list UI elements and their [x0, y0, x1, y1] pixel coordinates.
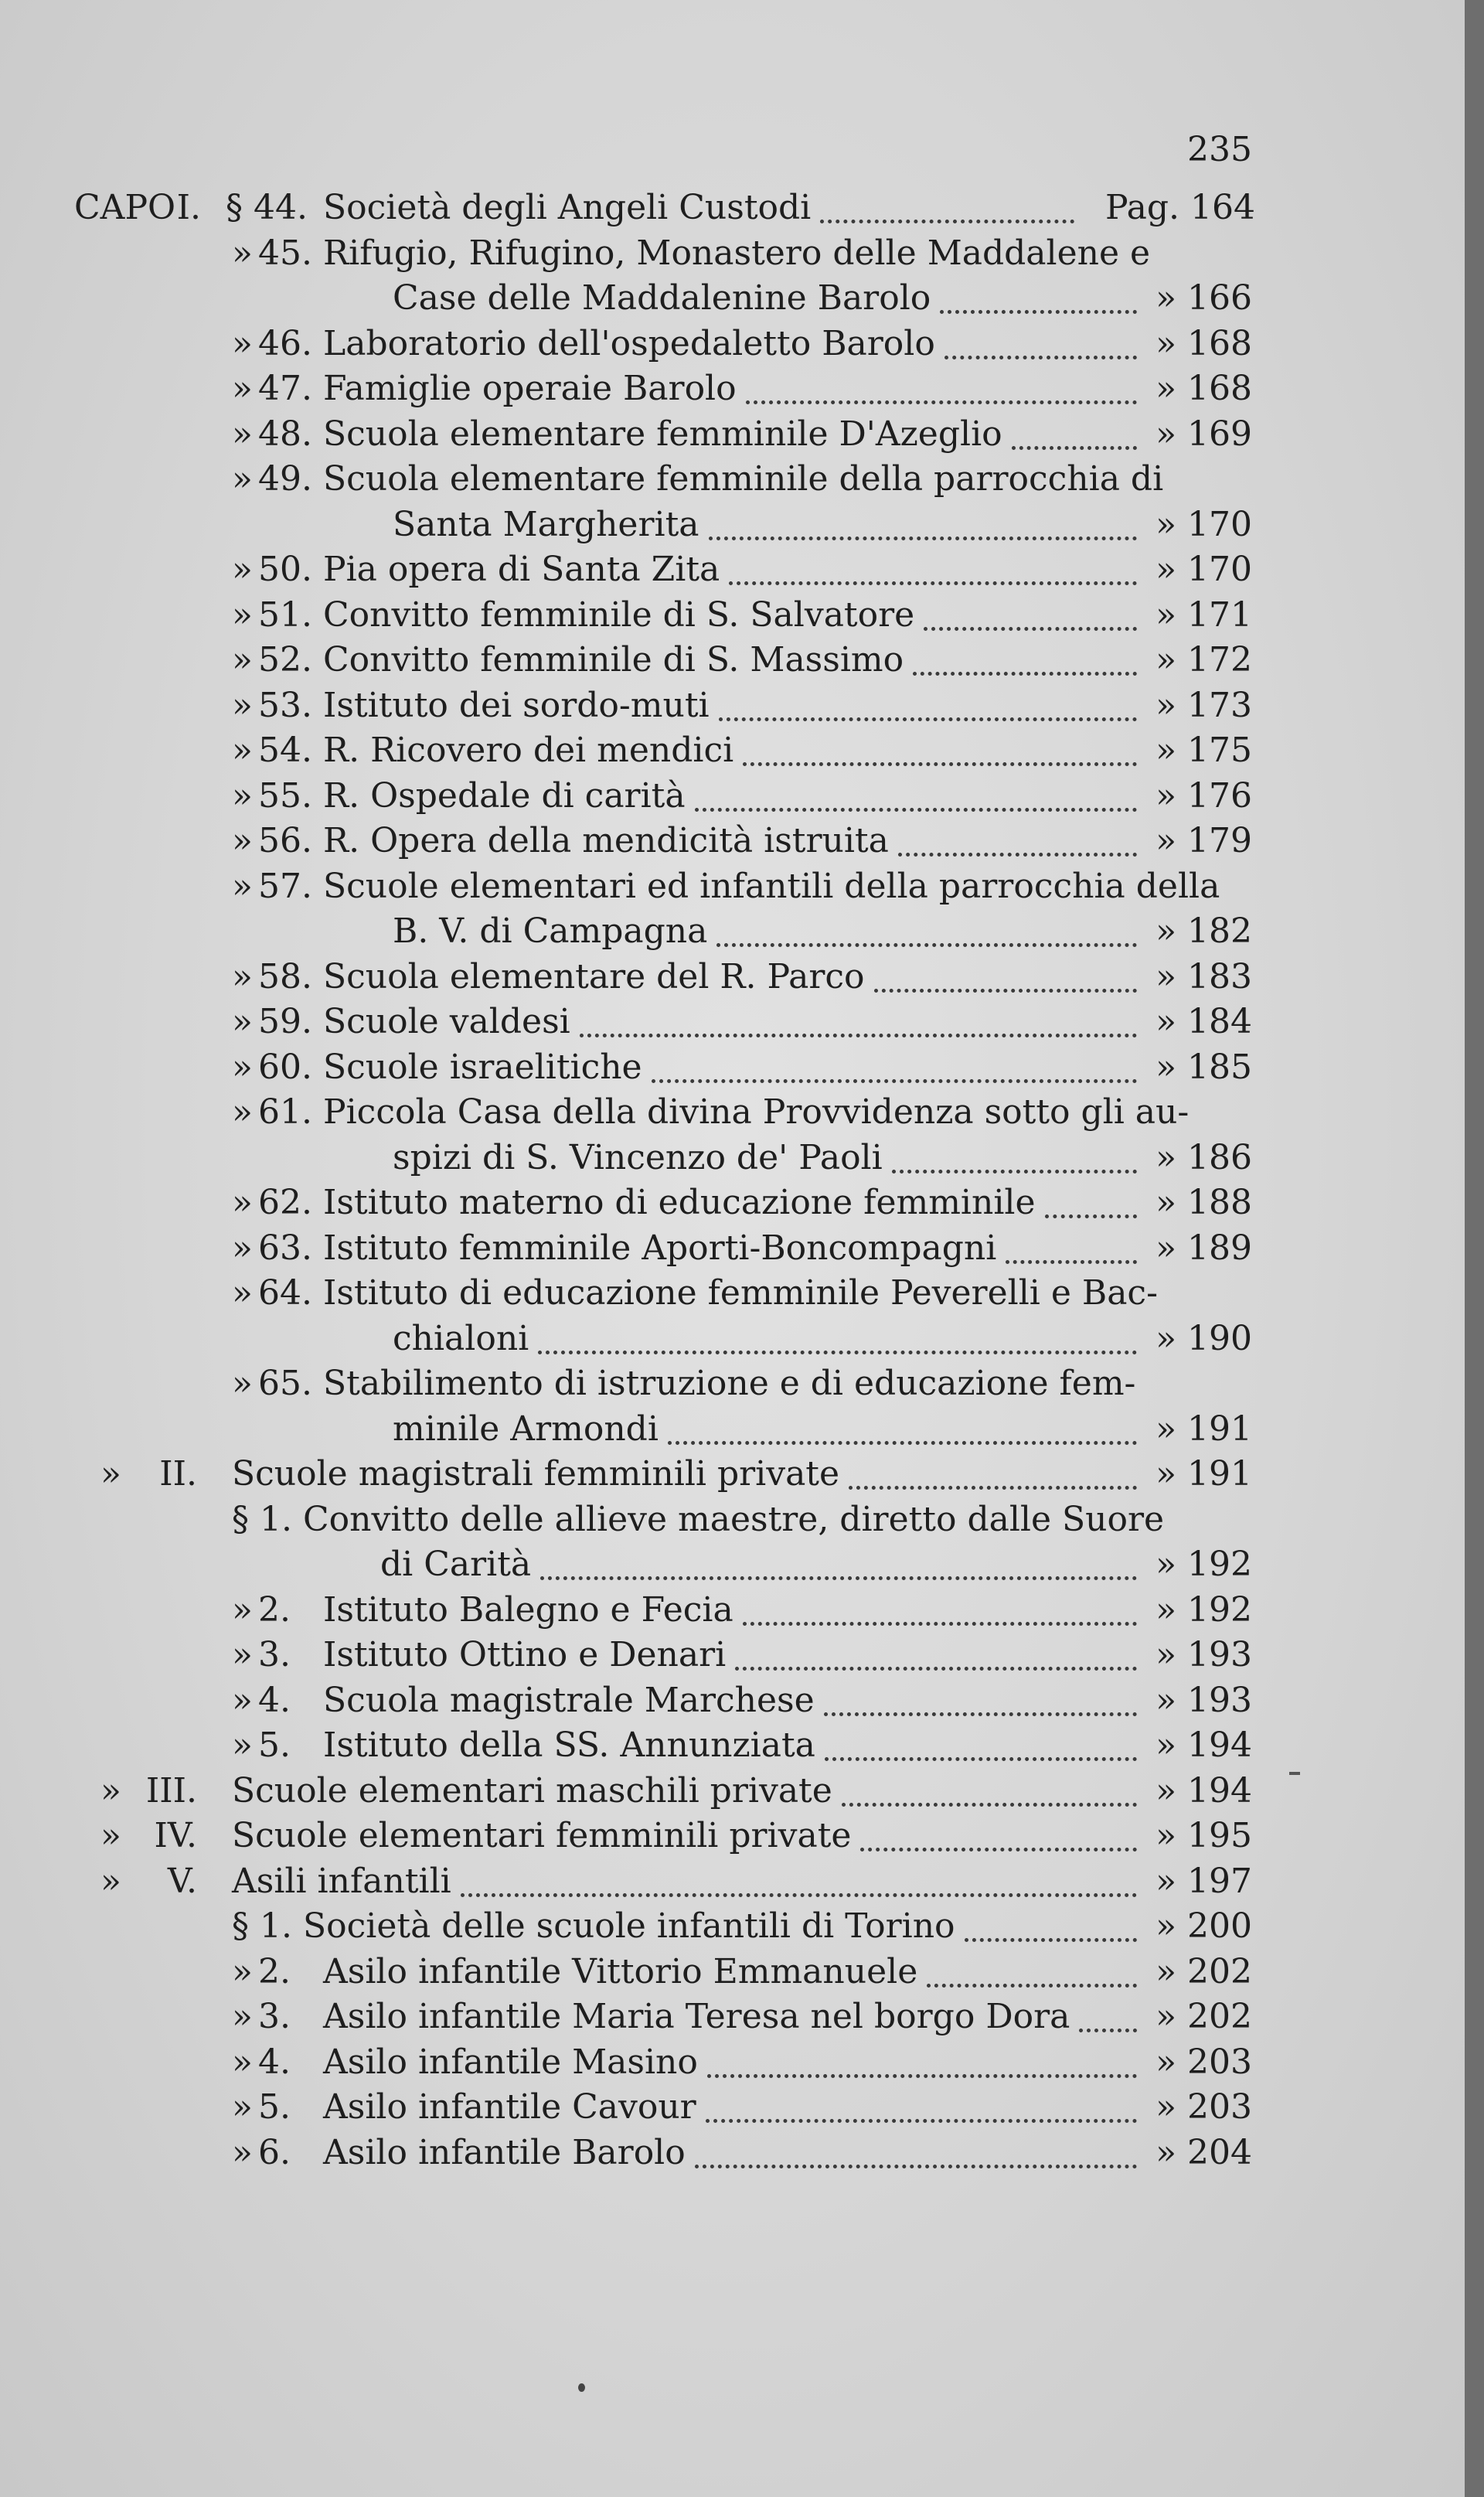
page-ref: » 183 — [1156, 956, 1252, 996]
ditto-mark: » — [232, 1047, 253, 1087]
ditto-mark: » — [232, 414, 253, 454]
toc-entry — [0, 2040, 1465, 2085]
section-number: 45. — [258, 233, 312, 273]
entry-title: Asilo infantile Barolo — [323, 2132, 686, 2172]
entry-title: Società degli Angeli Custodi — [323, 188, 812, 227]
entry-title: R. Opera della mendicità istruita — [323, 821, 889, 860]
ditto-mark: » — [232, 956, 253, 996]
section-number: 55. — [258, 775, 312, 816]
ditto-mark: » — [232, 1635, 253, 1674]
section-number: 47. — [258, 369, 312, 408]
toc-entry — [0, 593, 1465, 638]
page-ref: » 203 — [1156, 2087, 1252, 2127]
toc-entry — [0, 728, 1465, 773]
toc-entry — [0, 1180, 1465, 1225]
entry-title: chialoni — [393, 1318, 529, 1358]
toc-entry — [0, 1995, 1465, 2039]
entry-title: Scuola magistrale Marchese — [323, 1680, 815, 1720]
page-ref: » 170 — [1156, 504, 1252, 544]
page-ref: » 166 — [1156, 278, 1252, 318]
section-number: 58. — [258, 956, 312, 996]
dot-leader — [1006, 1260, 1137, 1264]
toc-entry — [0, 1045, 1465, 1090]
dot-leader — [707, 2074, 1137, 2078]
page-ref: » 194 — [1156, 1725, 1252, 1765]
entry-title: Santa Margherita — [393, 504, 699, 544]
section-number: 57. — [258, 866, 312, 906]
chapter-number: III. — [145, 1770, 197, 1811]
entry-title: Istituto di educazione femminile Peverelli e Bac- — [323, 1273, 1158, 1313]
ditto-mark: » — [232, 731, 253, 770]
ditto-mark: » — [232, 1183, 253, 1222]
section-number: 5. — [258, 2087, 291, 2127]
chapter-label: CAPO — [74, 188, 176, 227]
ditto-mark: » — [232, 1228, 253, 1268]
section-number: 56. — [258, 821, 312, 860]
page-ref: » 182 — [1156, 911, 1252, 951]
page-ref: » 184 — [1156, 1002, 1252, 1041]
toc-entry — [0, 1633, 1465, 1678]
chapter-label: » — [100, 1770, 121, 1811]
chapter-label: » — [100, 1454, 121, 1494]
section-number: 51. — [258, 594, 312, 635]
page-ref: » 173 — [1156, 685, 1252, 725]
chapter-number: V. — [167, 1861, 197, 1901]
ditto-mark: » — [232, 1680, 253, 1720]
page-ref: » 170 — [1156, 550, 1252, 589]
toc-entry — [0, 2085, 1465, 2130]
section-number: 53. — [258, 685, 312, 725]
toc-entry — [0, 638, 1465, 683]
ditto-mark: » — [232, 1725, 253, 1765]
entry-title: Istituto della SS. Annunziata — [323, 1725, 815, 1765]
page-ref: » 190 — [1156, 1318, 1252, 1358]
toc-entry — [0, 502, 1465, 547]
section-number: 50. — [258, 550, 312, 589]
toc-entry — [0, 1723, 1465, 1768]
section-number: 64. — [258, 1273, 312, 1313]
dot-leader — [842, 1803, 1137, 1807]
dot-leader — [709, 537, 1137, 540]
page-ref: Pag. 164 — [1105, 188, 1255, 227]
toc-entry — [0, 774, 1465, 819]
entry-title: Convitto femminile di S. Massimo — [323, 640, 904, 680]
entry-title: Istituto femminile Aporti-Boncompagni — [323, 1228, 997, 1268]
entry-title: Scuole elementari ed infantili della parrocchia della — [323, 866, 1220, 906]
section-number: 49. — [258, 459, 312, 499]
entry-title: Asilo infantile Vittorio Emmanuele — [323, 1951, 918, 1991]
page-ref: » 189 — [1156, 1228, 1252, 1268]
toc-entry — [0, 1452, 1465, 1497]
entry-title: Società delle scuole infantili di Torino — [303, 1906, 955, 1946]
section-number: 2. — [258, 1589, 291, 1630]
page-ref: » 194 — [1156, 1770, 1252, 1811]
page-ref: » 193 — [1156, 1635, 1252, 1674]
toc-entry — [0, 819, 1465, 864]
dot-leader — [1079, 2029, 1137, 2032]
page-ref: » 172 — [1156, 640, 1252, 680]
entry-title: Istituto Ottino e Denari — [323, 1635, 727, 1674]
dot-leader — [898, 853, 1137, 857]
toc-entry — [0, 683, 1465, 728]
dot-leader — [580, 1034, 1137, 1037]
entry-title: Rifugio, Rifugino, Monastero delle Maddalene e — [323, 233, 1151, 273]
chapter-label: » — [100, 1861, 121, 1901]
dot-leader — [461, 1893, 1137, 1897]
dot-leader — [695, 808, 1137, 812]
toc-entry — [0, 1814, 1465, 1858]
dot-leader — [706, 2119, 1137, 2123]
section-number: 46. — [258, 323, 312, 363]
toc-entry — [0, 457, 1465, 502]
toc-entry — [0, 1226, 1465, 1271]
page-ref: » 186 — [1156, 1137, 1252, 1177]
page-ref: » 200 — [1156, 1906, 1252, 1946]
entry-title: Stabilimento di istruzione e di educazione fem- — [323, 1364, 1136, 1403]
entry-title: Asili infantili — [232, 1861, 451, 1901]
dot-leader — [538, 1351, 1137, 1354]
dot-leader — [695, 2165, 1137, 2168]
section-number: 59. — [258, 1002, 312, 1041]
dot-leader — [825, 1757, 1137, 1761]
chapter-label: » — [100, 1816, 121, 1855]
section-number: 61. — [258, 1092, 312, 1132]
dot-leader — [716, 943, 1137, 947]
entry-title: Scuole elementari maschili private — [232, 1770, 832, 1811]
ditto-mark: » — [232, 2087, 253, 2127]
dot-leader — [743, 762, 1137, 766]
dot-leader — [1045, 1214, 1137, 1218]
page-number: 235 — [1187, 130, 1252, 169]
section-number: 63. — [258, 1228, 312, 1268]
entry-title: Scuola elementare femminile della parrocchia di — [323, 459, 1164, 499]
entry-title: spizi di S. Vincenzo de' Paoli — [393, 1137, 883, 1177]
page-ref: » 179 — [1156, 821, 1252, 860]
section-number: 60. — [258, 1047, 312, 1087]
dot-leader — [940, 310, 1137, 314]
ditto-mark: » — [232, 2042, 253, 2082]
page-ref: » 175 — [1156, 731, 1252, 770]
section-number: 65. — [258, 1364, 312, 1403]
dot-leader — [746, 400, 1137, 404]
toc-entry — [0, 1090, 1465, 1135]
page-ref: » 197 — [1156, 1861, 1252, 1901]
entry-title: Istituto materno di educazione femminile — [323, 1183, 1036, 1222]
section-number: 52. — [258, 640, 312, 680]
toc-entry — [0, 1407, 1465, 1452]
ditto-mark: » — [232, 2132, 253, 2172]
page-ref: » 203 — [1156, 2042, 1252, 2082]
dot-leader — [719, 717, 1137, 721]
toc-entry — [0, 276, 1465, 321]
entry-title: Istituto dei sordo-muti — [323, 685, 710, 725]
section-number: 3. — [258, 1635, 291, 1674]
toc-entry — [0, 322, 1465, 366]
ditto-mark: » — [232, 1997, 253, 2036]
entry-title: Laboratorio dell'ospedaletto Barolo — [323, 323, 935, 363]
entry-title: Istituto Balegno e Fecia — [323, 1589, 733, 1630]
ditto-mark: » — [232, 1951, 253, 1991]
entry-title: Convitto femminile di S. Salvatore — [323, 594, 915, 635]
toc-entry — [0, 864, 1465, 909]
entry-title: R. Ricovero dei mendici — [323, 731, 734, 770]
toc-entry — [0, 1588, 1465, 1633]
section-number: § 1. — [232, 1906, 292, 1946]
section-number: 3. — [258, 1997, 291, 2036]
toc-entry — [0, 1271, 1465, 1316]
entry-title: Asilo infantile Masino — [323, 2042, 698, 2082]
toc-entry — [0, 231, 1465, 276]
toc-entry — [0, 1542, 1465, 1587]
section-number: 4. — [258, 2042, 291, 2082]
entry-title: minile Armondi — [393, 1409, 659, 1449]
dot-leader — [913, 672, 1137, 676]
page-ref: » 193 — [1156, 1680, 1252, 1720]
toc-entry — [0, 1000, 1465, 1044]
toc-entry — [0, 1904, 1465, 1949]
toc-entry — [0, 1678, 1465, 1723]
ditto-mark: » — [232, 459, 253, 499]
toc-entry — [0, 1361, 1465, 1406]
ditto-mark: » — [232, 685, 253, 725]
section-number: § 1. — [232, 1499, 292, 1539]
chapter-number: II. — [159, 1454, 197, 1494]
page-ref: » 171 — [1156, 594, 1252, 635]
dot-leader — [849, 1486, 1137, 1490]
ditto-mark: » — [232, 550, 253, 589]
toc-entry — [0, 1859, 1465, 1904]
page-ref: » 192 — [1156, 1589, 1252, 1630]
toc-entry — [0, 186, 1465, 230]
dot-leader — [824, 1712, 1137, 1716]
entry-title: Scuole israelitiche — [323, 1047, 642, 1087]
dot-leader — [540, 1576, 1137, 1580]
entry-title: Scuole elementari femminili private — [232, 1816, 852, 1855]
ditto-mark: » — [232, 233, 253, 273]
section-number: 4. — [258, 1680, 291, 1720]
dot-leader — [729, 581, 1137, 585]
dot-leader — [892, 1170, 1137, 1174]
entry-title: Case delle Maddalenine Barolo — [393, 278, 931, 318]
dot-leader — [1012, 446, 1137, 450]
dot-leader — [743, 1622, 1137, 1626]
ditto-mark: » — [232, 1092, 253, 1132]
entry-title: Convitto delle allieve maestre, diretto dalle Suore — [303, 1499, 1165, 1539]
ditto-mark: » — [232, 1589, 253, 1630]
entry-title: Scuola elementare del R. Parco — [323, 956, 865, 996]
toc-entry — [0, 2131, 1465, 2175]
entry-title: R. Ospedale di carità — [323, 775, 686, 816]
dot-leader — [860, 1848, 1137, 1851]
entry-title: Famiglie operaie Barolo — [323, 369, 737, 408]
entry-title: Piccola Casa della divina Provvidenza sotto gli au- — [323, 1092, 1190, 1132]
page-ref: » 191 — [1156, 1454, 1252, 1494]
toc-entry — [0, 1136, 1465, 1180]
dot-leader — [874, 989, 1137, 993]
toc-entry — [0, 1769, 1465, 1814]
ditto-mark: » — [232, 323, 253, 363]
page-ref: » 168 — [1156, 323, 1252, 363]
dot-leader — [924, 627, 1137, 631]
page-ref: » 202 — [1156, 1951, 1252, 1991]
section-number: 54. — [258, 731, 312, 770]
chapter-number: IV. — [154, 1816, 197, 1855]
page-ref: » 204 — [1156, 2132, 1252, 2172]
toc-entry — [0, 366, 1465, 411]
dot-leader — [965, 1938, 1137, 1942]
section-number: 62. — [258, 1183, 312, 1222]
toc-entry — [0, 547, 1465, 592]
page-ref: » 195 — [1156, 1816, 1252, 1855]
ditto-mark: » — [232, 594, 253, 635]
entry-title: Scuole valdesi — [323, 1002, 570, 1041]
section-number: 2. — [258, 1951, 291, 1991]
toc-entry — [0, 412, 1465, 457]
entry-title: Scuole magistrali femminili private — [232, 1454, 840, 1494]
entry-title: Asilo infantile Maria Teresa nel borgo Dora — [323, 1997, 1070, 2036]
dot-leader — [820, 220, 1074, 223]
entry-title: di Carità — [380, 1545, 532, 1584]
ink-speck — [578, 2383, 585, 2392]
entry-title: Asilo infantile Cavour — [323, 2087, 696, 2127]
ditto-mark: » — [232, 640, 253, 680]
page-edge — [1465, 0, 1484, 2497]
page-ref: » 185 — [1156, 1047, 1252, 1087]
dot-leader — [927, 1984, 1137, 1988]
page-ref: » 176 — [1156, 775, 1252, 816]
section-number: § 44. — [226, 188, 308, 227]
entry-title: Scuola elementare femminile D'Azeglio — [323, 414, 1002, 454]
section-number: 6. — [258, 2132, 291, 2172]
dot-leader — [735, 1667, 1137, 1671]
dot-leader — [668, 1441, 1137, 1445]
page-ref: » 202 — [1156, 1997, 1252, 2036]
toc-entry — [0, 955, 1465, 1000]
toc-entry — [0, 1950, 1465, 1995]
ditto-mark: » — [232, 1002, 253, 1041]
page-ref: » 188 — [1156, 1183, 1252, 1222]
margin-mark — [1289, 1772, 1300, 1775]
dot-leader — [652, 1079, 1137, 1083]
page-ref: » 192 — [1156, 1545, 1252, 1584]
dot-leader — [945, 356, 1137, 359]
section-number: 5. — [258, 1725, 291, 1765]
ditto-mark: » — [232, 1364, 253, 1403]
toc-entry — [0, 1497, 1465, 1542]
ditto-mark: » — [232, 369, 253, 408]
page-ref: » 191 — [1156, 1409, 1252, 1449]
entry-title: B. V. di Campagna — [393, 911, 708, 951]
chapter-number: I. — [176, 188, 201, 227]
section-number: 48. — [258, 414, 312, 454]
entry-title: Pia opera di Santa Zita — [323, 550, 720, 589]
toc-entry — [0, 909, 1465, 954]
ditto-mark: » — [232, 775, 253, 816]
ditto-mark: » — [232, 866, 253, 906]
toc-entry — [0, 1317, 1465, 1361]
page-ref: » 169 — [1156, 414, 1252, 454]
ditto-mark: » — [232, 821, 253, 860]
page-ref: » 168 — [1156, 369, 1252, 408]
ditto-mark: » — [232, 1273, 253, 1313]
